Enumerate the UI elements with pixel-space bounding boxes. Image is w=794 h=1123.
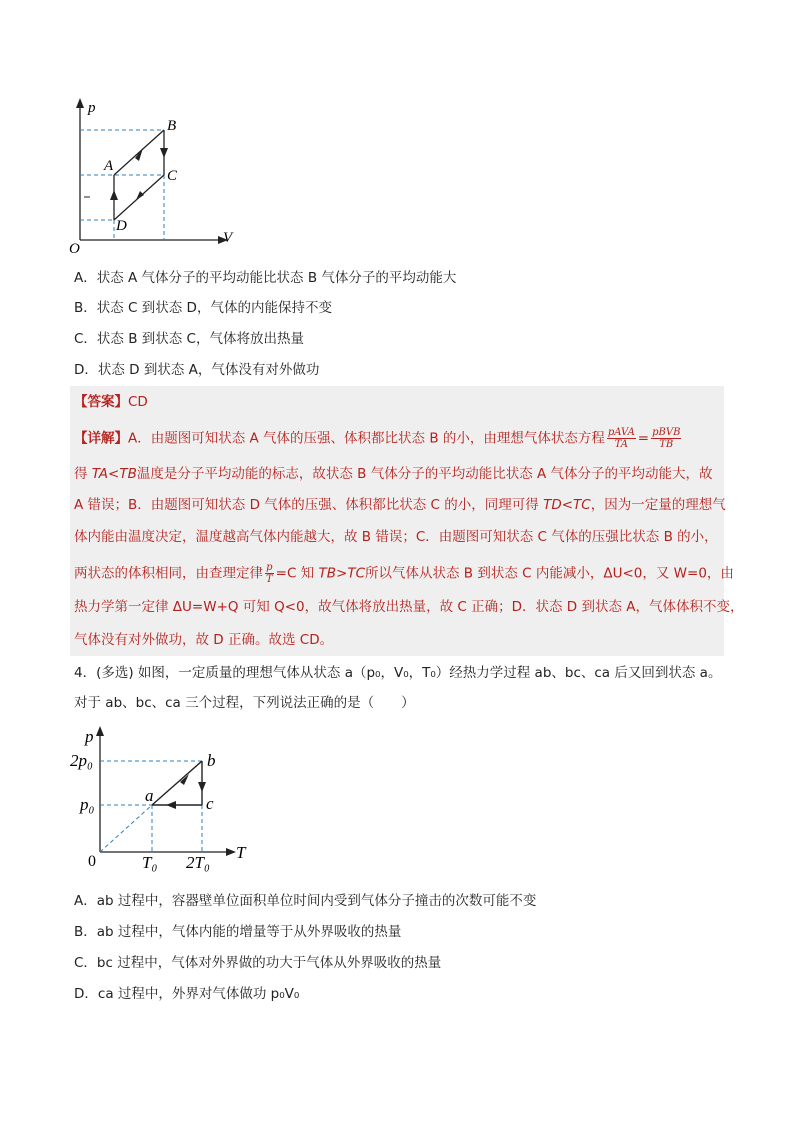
detail-label: 【详解】 (74, 430, 128, 447)
path-ab (152, 761, 202, 805)
2p0-label: 2p₀ (70, 751, 93, 770)
state-b-label-2: b (207, 751, 216, 770)
path-a-b (114, 130, 164, 175)
fraction-p-t (265, 562, 274, 585)
p-label: p (88, 100, 96, 116)
detail-line-6: 热力学第一定律 ΔU=W+Q 可知 Q<0，故气体将放出热量，故 C 正确；D．状态 D 到状态 A，气体体积不变， (74, 599, 744, 615)
state-c-label-2: c (206, 794, 214, 813)
fraction-right-num: pBVB (652, 427, 681, 438)
detail-line-1: 【详解】A．由题图可知状态 A 气体的压强、体积都比状态 B 的小，由理想气体状态方程 $\frac{\text{pAVA}}{TA}$ = $\frac{\text{pBVB}}{TB}$ (74, 427, 681, 450)
state-a-label: A (104, 158, 114, 174)
relation-ta-tb: TA<TB (91, 466, 137, 482)
fraction-right-den: TB (659, 439, 674, 450)
fraction-p: p (266, 562, 273, 573)
detail-text-2b: 温度是分子平均动能的标志，故状态 B 气体分子的平均动能比状态 A 气体分子的平均动能大，故 (136, 466, 713, 482)
detail-text-5c: 所以气体从状态 B 到状态 C 内能减小，ΔU<0，又 W=0，由 (365, 565, 734, 582)
answer-label: 【答案】 (74, 394, 128, 410)
detail-line-3 (74, 495, 726, 515)
fraction-left-num: pAVA (607, 427, 635, 438)
detail-text-3a: A 错误；B．由题图可知状态 D 气体的压强、体积都比状态 C 的小，同理可得 (74, 497, 544, 513)
state-a-label-2: a (145, 786, 154, 805)
q4-option-d: D．ca 过程中，外界对气体做功 p₀V₀ (74, 986, 300, 1002)
detail-line-7: 气体没有对外做功，故 D 正确。故选 CD。 (74, 632, 334, 648)
v-label: V (223, 230, 233, 246)
detail-text-5b: =C 知 (275, 565, 319, 582)
detail-text-1: A．由题图可知状态 A 气体的压强、体积都比状态 B 的小，由理想气体状态方程 (128, 430, 605, 447)
answer-value: CD (128, 394, 148, 410)
q4-stem-line-2: 对于 ab、bc、ca 三个过程，下列说法正确的是（ ） (74, 695, 415, 711)
q4-stem-line-1: 4．(多选) 如图，一定质量的理想气体从状态 a（p₀，V₀，T₀）经热力学过程 ab、bc、ca 后又回到状态 a。 (74, 665, 722, 681)
q3-option-d: D．状态 D 到状态 A，气体没有对外做功 (74, 362, 320, 378)
detail-line-4: 体内能由温度决定，温度越高气体内能越大，故 B 错误；C．由题图可知状态 C 气体的压强比状态 B 的小， (74, 529, 718, 545)
state-d-label: D (116, 218, 127, 234)
answer-line (74, 392, 148, 412)
q3-option-b: B．状态 C 到状态 D，气体的内能保持不变 (74, 300, 332, 316)
detail-text-3b: ，因为一定量的理想气 (590, 497, 726, 513)
fraction-right (651, 427, 681, 450)
relation-td-tc: TD<TC (543, 497, 591, 513)
q3-option-c: C．状态 B 到状态 C，气体将放出热量 (74, 331, 304, 347)
pv-diagram (66, 96, 246, 254)
p-label-2: p (85, 727, 94, 746)
q4-option-b: B．ab 过程中，气体内能的增量等于从外界吸收的热量 (74, 924, 402, 940)
2t0-label: 2T₀ (186, 853, 210, 872)
t0-label: T₀ (142, 853, 158, 872)
detail-text-2a: 得 (74, 466, 92, 482)
fraction-t: T (266, 574, 273, 585)
p0-label: p₀ (80, 795, 95, 814)
relation-tb-tc: TB>TC (318, 565, 365, 582)
origin-label: O (69, 241, 80, 254)
pt-diagram (68, 724, 258, 882)
q4-option-c: C．bc 过程中，气体对外界做的功大于气体从外界吸收的热量 (74, 955, 442, 971)
fraction-left (607, 427, 636, 450)
q4-option-a: A．ab 过程中，容器壁单位面积单位时间内受到气体分子撞击的次数可能不变 (74, 893, 537, 909)
state-b-label: B (167, 118, 177, 134)
q3-option-a: A．状态 A 气体分子的平均动能比状态 B 气体分子的平均动能大 (74, 270, 457, 286)
detail-line-2 (74, 464, 713, 484)
state-c-label: C (167, 168, 178, 184)
fraction-left-den: TA (614, 439, 629, 450)
detail-line-5 (74, 562, 734, 585)
detail-text-5a: 两状态的体积相同，由查理定律 (74, 565, 263, 582)
t-label: T (236, 843, 246, 862)
origin-label-2: 0 (88, 853, 96, 870)
